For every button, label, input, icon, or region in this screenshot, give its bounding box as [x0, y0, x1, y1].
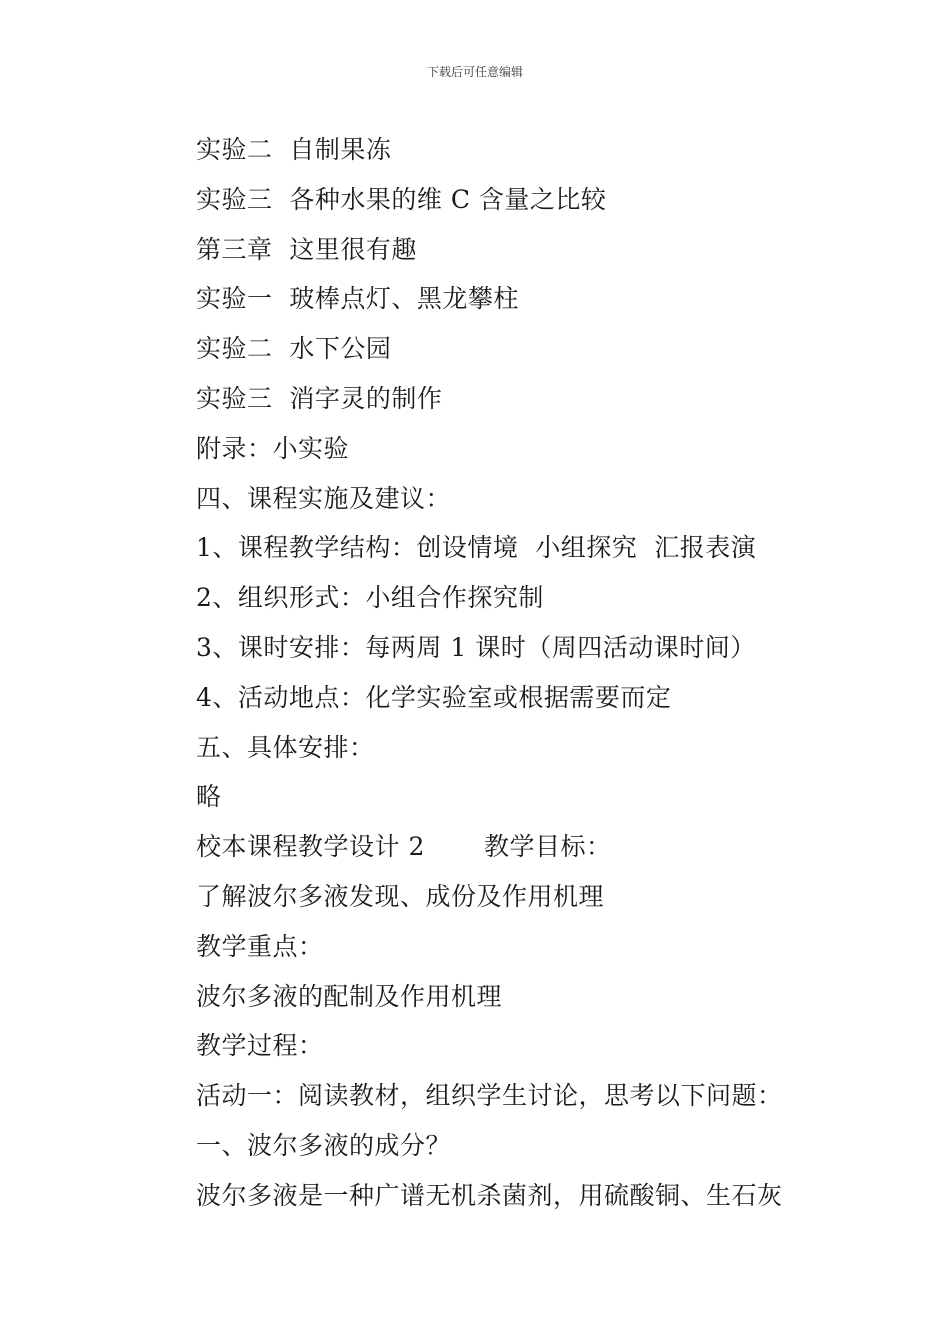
- text-line: 活动一：阅读教材，组织学生讨论，思考以下问题：: [196, 1081, 783, 1111]
- text-line: 了解波尔多液发现、成份及作用机理: [196, 881, 605, 911]
- section-heading: 四、课程实施及建议：: [196, 483, 452, 513]
- text-line: 2、组织形式：小组合作探究制: [196, 583, 544, 613]
- document-body: [196, 125, 836, 1221]
- page-header-note: 下载后可任意编辑: [426, 65, 523, 79]
- text-line: 实验二 水下公园: [196, 334, 392, 364]
- text-line: 波尔多液的配制及作用机理: [196, 981, 503, 1011]
- text-line: 教学过程：: [196, 1031, 324, 1061]
- chapter-heading: 第三章 这里很有趣: [196, 234, 417, 264]
- text-line: 实验三 消字灵的制作: [196, 383, 443, 413]
- text-line: 附录：小实验: [196, 433, 350, 463]
- section-heading: 五、具体安排：: [196, 732, 375, 762]
- text-line: 3、课时安排：每两周 1 课时（周四活动课时间）: [196, 632, 756, 662]
- text-line: 实验三 各种水果的维 C 含量之比较: [196, 184, 607, 214]
- text-line: 1、课程教学结构：创设情境 小组探究 汇报表演: [196, 533, 757, 563]
- text-line: 实验一 玻棒点灯、黑龙攀柱: [196, 284, 519, 314]
- text-line: 实验二 自制果冻: [196, 135, 392, 164]
- text-line: 一、波尔多液的成分？: [196, 1130, 452, 1160]
- text-line: 略: [196, 782, 222, 812]
- text-line: 校本课程教学设计 2 教学目标：: [196, 832, 612, 862]
- text-line: 波尔多液是一种广谱无机杀菌剂，用硫酸铜、生石灰: [196, 1180, 783, 1210]
- text-line: 4、活动地点：化学实验室或根据需要而定: [196, 682, 672, 712]
- text-line: 教学重点：: [196, 931, 324, 961]
